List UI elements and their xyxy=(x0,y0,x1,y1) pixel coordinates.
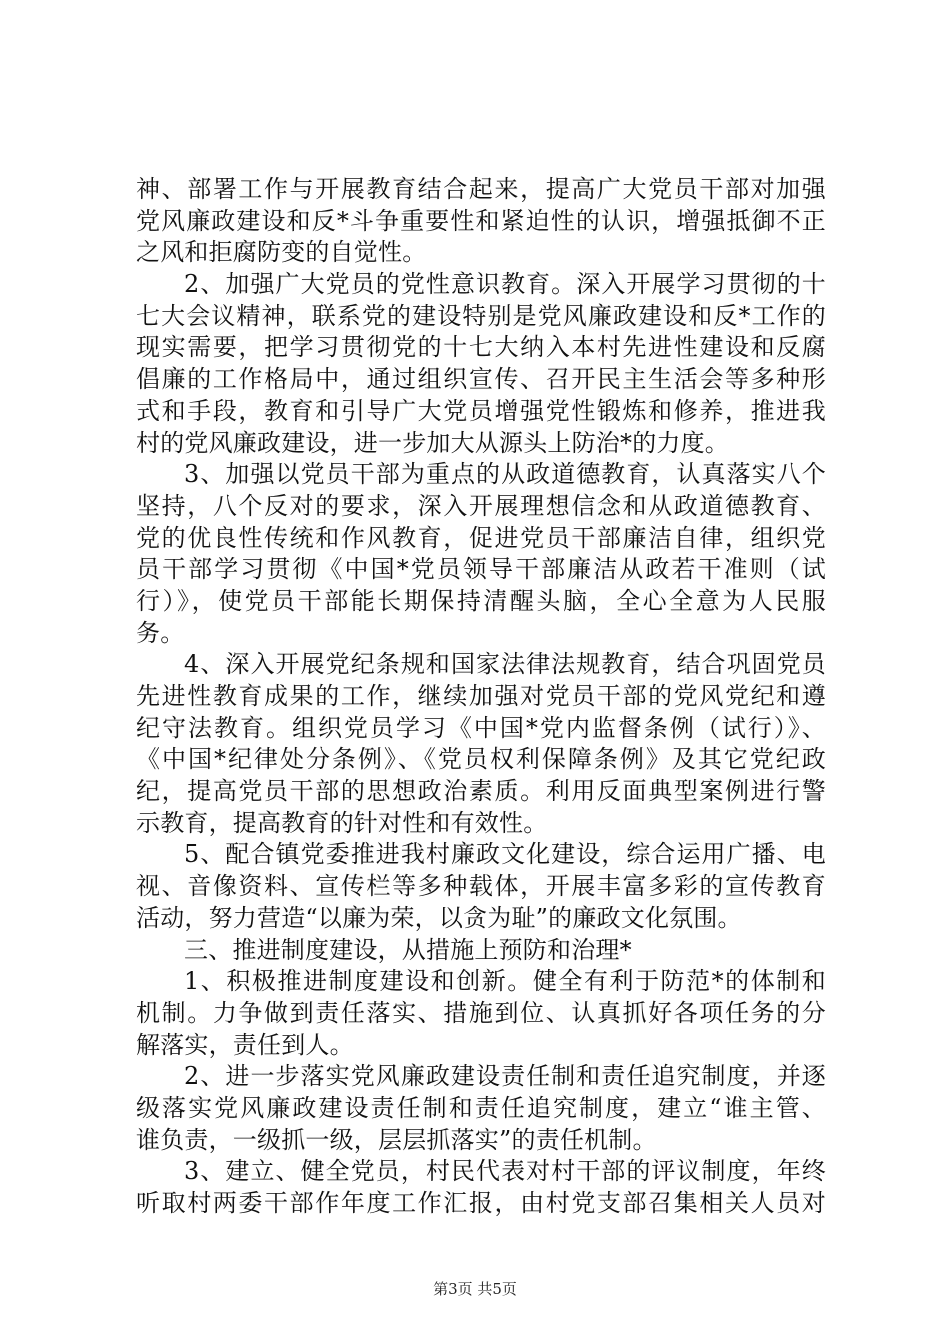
paragraph-start-line: 2、加强广大党员的党性意识教育。深入开展学习贯彻的十 xyxy=(184,270,826,299)
paragraph-start-line: 3、建立、健全党员，村民代表对村干部的评议制度，年终 xyxy=(184,1157,826,1186)
text-line: 级落实党风廉政建设责任制和责任追究制度，建立“谁主管、 xyxy=(136,1093,826,1122)
paragraph-start-line: 3、加强以党员干部为重点的从政道德教育，认真落实八个 xyxy=(184,460,826,489)
text-line: 纪守法教育。组织党员学习《中国*党内监督条例（试行）》、 xyxy=(136,713,826,742)
text-line: 式和手段，教育和引导广大党员增强党性锻炼和修养，推进我 xyxy=(136,396,826,425)
paragraph-start-line: 1、积极推进制度建设和创新。健全有利于防范*的体制和 xyxy=(184,967,826,996)
text-line: 行）》，使党员干部能长期保持清醒头脑，全心全意为人民服 xyxy=(136,586,826,615)
text-line: 《中国*纪律处分条例》、《党员权利保障条例》及其它党纪政 xyxy=(136,745,826,774)
page-number-footer: 第3页 共5页 xyxy=(433,1280,517,1298)
text-line: 员干部学习贯彻《中国*党员领导干部廉洁从政若干准则（试 xyxy=(136,555,826,584)
section-heading: 三、推进制度建设，从措施上预防和治理* xyxy=(184,935,632,964)
text-line: 现实需要，把学习贯彻党的十七大纳入本村先进性建设和反腐 xyxy=(136,333,826,362)
text-line: 解落实，责任到人。 xyxy=(136,1030,354,1059)
text-line: 党风廉政建设和反*斗争重要性和紧迫性的认识，增强抵御不正 xyxy=(136,206,826,235)
text-line: 坚持，八个反对的要求，深入开展理想信念和从政道德教育、 xyxy=(136,491,826,520)
text-line: 机制。力争做到责任落实、措施到位、认真抓好各项任务的分 xyxy=(136,998,826,1027)
text-line: 活动，努力营造“以廉为荣，以贪为耻”的廉政文化氛围。 xyxy=(136,903,742,932)
text-line: 听取村两委干部作年度工作汇报，由村党支部召集相关人员对 xyxy=(136,1189,826,1217)
text-line: 谁负责，一级抓一级，层层抓落实”的责任机制。 xyxy=(136,1125,657,1154)
document-body xyxy=(136,174,826,1220)
paragraph-start-line: 4、深入开展党纪条规和国家法律法规教育，结合巩固党员 xyxy=(184,650,826,679)
text-line: 党的优良性传统和作风教育，促进党员干部廉洁自律，组织党 xyxy=(136,523,826,552)
text-line: 先进性教育成果的工作，继续加强对党员干部的党风党纪和遵 xyxy=(136,682,826,710)
text-line: 七大会议精神，联系党的建设特别是党风廉政建设和反*工作的 xyxy=(136,301,826,330)
paragraph-start-line: 2、进一步落实党风廉政建设责任制和责任追究制度，并逐 xyxy=(184,1062,826,1091)
text-line: 纪，提高党员干部的思想政治素质。利用反面典型案例进行警 xyxy=(136,777,826,806)
paragraph-start-line: 5、配合镇党委推进我村廉政文化建设，综合运用广播、电 xyxy=(184,840,826,869)
text-line: 视、音像资料、宣传栏等多种载体，开展丰富多彩的宣传教育 xyxy=(136,872,826,901)
text-line: 村的党风廉政建设，进一步加大从源头上防治*的力度。 xyxy=(136,428,729,457)
text-line: 务。 xyxy=(136,618,185,647)
text-line: 倡廉的工作格局中，通过组织宣传、召开民主生活会等多种形 xyxy=(136,365,826,394)
text-line: 之风和拒腐防变的自觉性。 xyxy=(136,238,427,267)
text-line: 神、部署工作与开展教育结合起来，提高广大党员干部对加强 xyxy=(136,175,826,203)
text-line: 示教育，提高教育的针对性和有效性。 xyxy=(136,808,548,837)
